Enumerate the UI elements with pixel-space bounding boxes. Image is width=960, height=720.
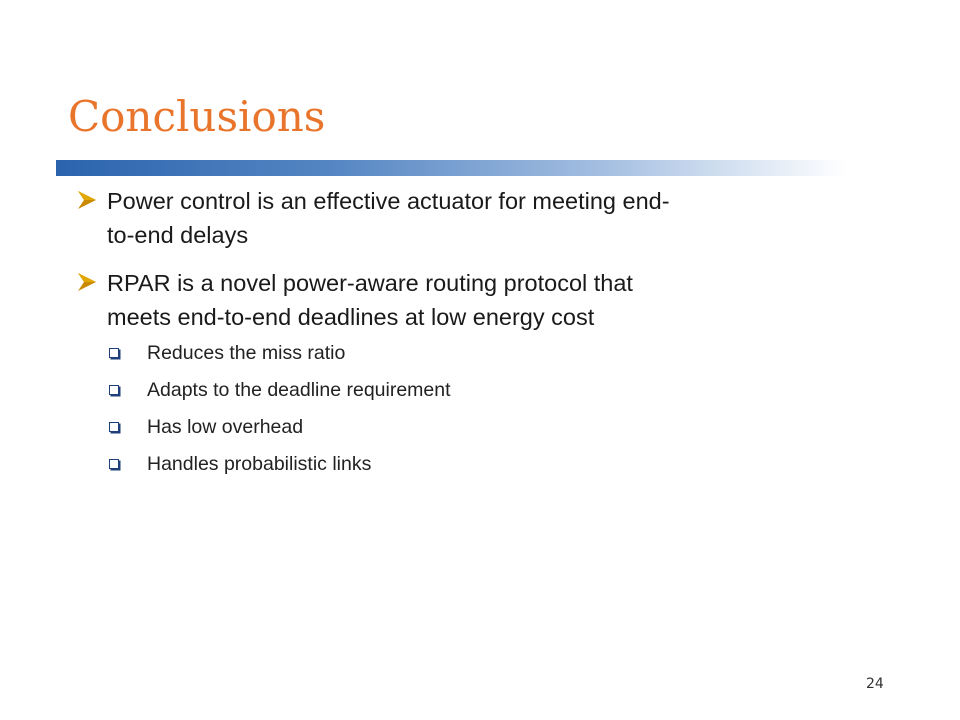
sub-bullet-text: Has low overhead <box>147 416 304 438</box>
square-box-icon <box>109 348 119 358</box>
square-box-icon <box>109 422 119 432</box>
title-underline-bar <box>56 160 846 176</box>
bullet-text <box>107 184 896 252</box>
sub-bullet-text: Handles probabilistic links <box>147 453 372 475</box>
page-number: 24 <box>866 676 884 692</box>
sub-bullet-list <box>76 338 896 486</box>
bullet-text-line: to-end delays <box>107 222 249 248</box>
square-box-icon <box>109 459 119 469</box>
sub-bullet-item <box>107 449 896 486</box>
arrowhead-icon <box>76 189 98 211</box>
bullet-text-line: Power control is an effective actuator for meeting end- <box>107 188 670 214</box>
bullet-item <box>76 266 896 486</box>
slide-title: Conclusions <box>68 92 326 141</box>
sub-bullet-text: Adapts to the deadline requirement <box>147 379 451 401</box>
sub-bullet-item <box>107 338 896 375</box>
square-box-icon <box>109 385 119 395</box>
sub-bullet-item <box>107 412 896 449</box>
bullet-item <box>76 184 896 252</box>
bullet-text-line: meets end-to-end deadlines at low energy cost <box>107 304 595 330</box>
sub-bullet-item <box>107 375 896 412</box>
slide-content <box>76 184 896 500</box>
bullet-text-line: RPAR is a novel power-aware routing protocol that <box>107 270 633 296</box>
sub-bullet-text: Reduces the miss ratio <box>147 342 346 364</box>
bullet-text <box>107 266 896 334</box>
arrowhead-icon <box>76 271 98 293</box>
